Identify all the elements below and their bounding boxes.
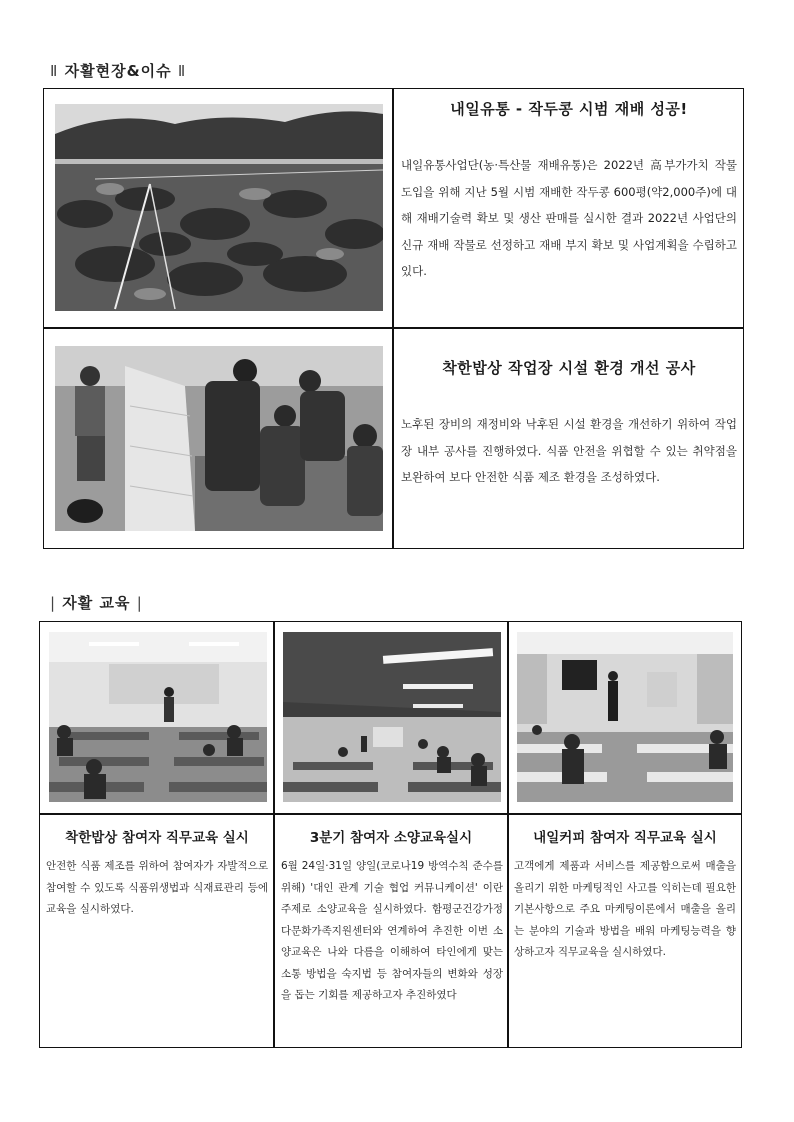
title-bar-right: Ⅱ — [177, 62, 187, 80]
article-body-bean-cultivation: 내일유통사업단(농·특산물 재배유통)은 2022년 高부가가치 작물 도입을 위해 지난 5월 시범 재배한 작두콩 600평(약2,000주)에 대해 재배기술력 확보 및 생산 판매를 실시한 결과 2022년 사업단의 신규 재배 작물로 선정하고 재배 부지 확보 및 사업계획을 수립하고 있다. — [401, 158, 737, 278]
table-row-divider — [43, 327, 744, 329]
section-title-education — [50, 592, 143, 613]
classroom-photo-1 — [49, 632, 267, 802]
edu-body-quarterly-education: 6월 24일·31일 양일(코로나19 방역수칙 준수를 위해) '대인 관계 기술 협업 커뮤니케이션' 이란 주제로 소양교육을 실시하였다. 함평군건강가정다문화가족지원센터와 연계하여 추진한 이번 소양교육은 나와 다름을 이해하여 타인에게 맞는 소통 방법을 숙지법 등 참여자들의 변화와 성장을 돕는 기회를 제공하고자 추진하였다 — [281, 860, 503, 1001]
title-bar-right: | — [136, 594, 143, 612]
article-title-bean-cultivation: 내일유통 - 작두콩 시범 재배 성공! — [450, 100, 688, 118]
table-row-divider — [39, 813, 742, 815]
title-bar-left: | — [50, 594, 57, 612]
section-title-field-issue — [50, 60, 186, 81]
edu-title-quarterly-education: 3분기 참여자 소양교육실시 — [309, 830, 473, 846]
table-column-divider — [392, 88, 394, 549]
article-title-workshop-renovation: 착한밥상 작업장 시설 환경 개선 공사 — [442, 359, 696, 377]
article-body-workshop-renovation: 노후된 장비의 재정비와 낙후된 시설 환경을 개선하기 위하여 작업장 내부 공사를 진행하였다. 식품 안전을 위협할 수 있는 취약점을 보완하여 보다 안전한 식품 제조 환경을 조성하였다. — [401, 417, 737, 484]
edu-title-coffee-job-training: 내일커피 참여자 직무교육 실시 — [533, 830, 717, 846]
classroom-photo-3 — [517, 632, 733, 802]
classroom-photo-2 — [283, 632, 501, 802]
bean-field-photo — [55, 104, 383, 311]
workshop-renovation-photo — [55, 346, 383, 531]
edu-body-kitchen-job-training: 안전한 식품 제조를 위하여 참여자가 자발적으로 참여할 수 있도록 식품위생법과 식재료관리 등에 교육을 실시하였다. — [46, 860, 268, 915]
section-title-text: 자활 교육 — [62, 594, 131, 612]
edu-title-kitchen-job-training: 착한밥상 참여자 직무교육 실시 — [65, 830, 249, 846]
title-bar-left: Ⅱ — [50, 62, 59, 80]
section-title-text: 자활현장&이슈 — [64, 62, 172, 80]
edu-body-coffee-job-training: 고객에게 제품과 서비스를 제공함으로써 매출을 올리기 위한 마케팅적인 사고를 익히는데 필요한 기본사항으로 주요 마케팅이론에서 매출을 올리는 분야의 기술과 방법을 배워 마케팅능력을 향상하고자 직무교육을 실시하였다. — [514, 860, 736, 958]
